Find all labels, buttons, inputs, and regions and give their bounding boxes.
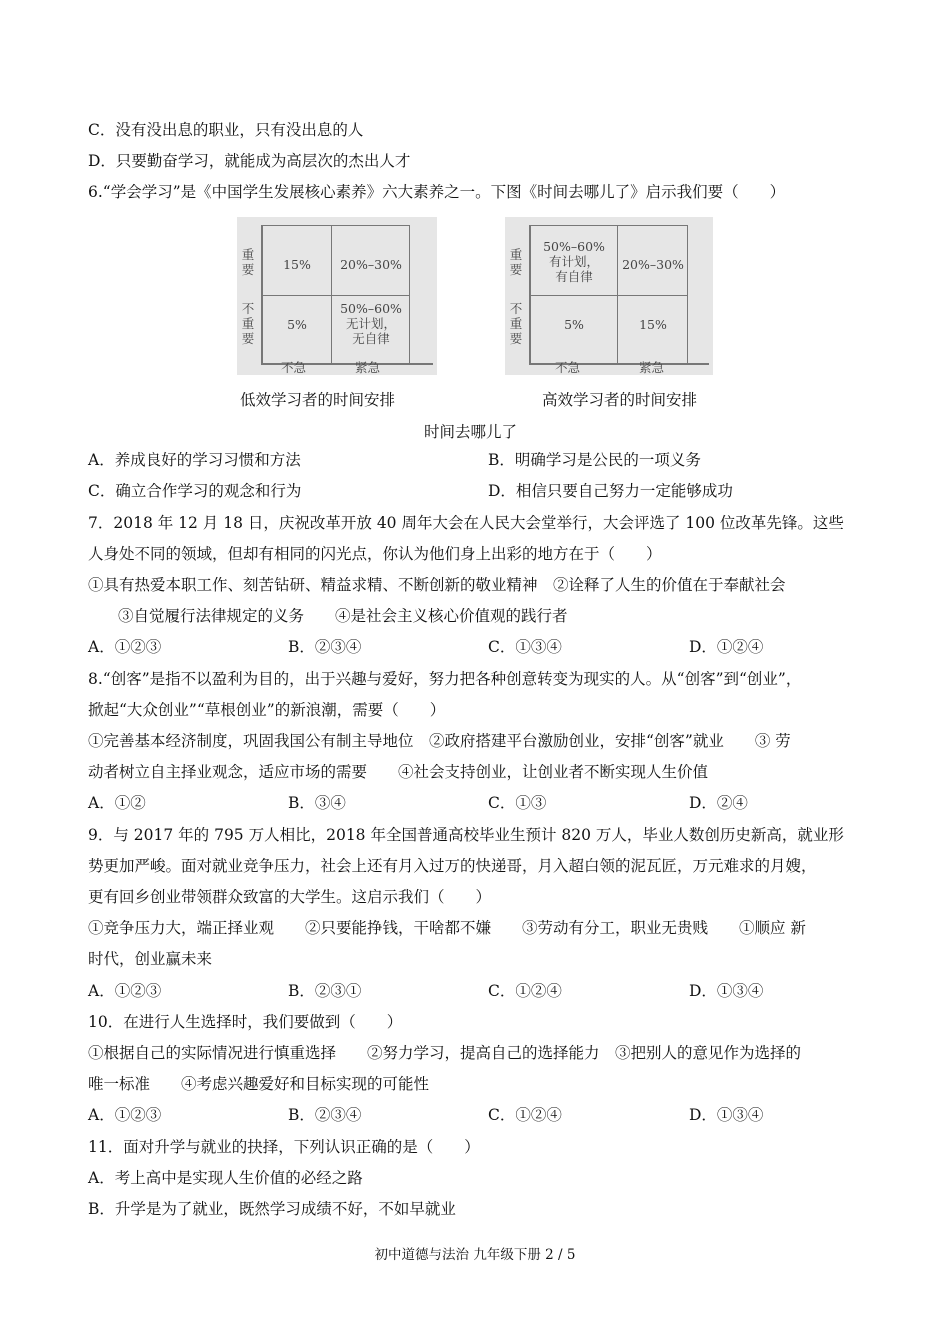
x-axis-label-urgent: 紧急 [639,360,665,375]
caption-low-efficiency: 低效学习者的时间安排 [240,391,396,409]
q9-option-c: C．①②④ [488,982,562,1000]
q6-stem: 6.“学会学习”是《中国学生发展核心素养》六大素养之一。下图《时间去哪儿了》启示我们要（ ） [88,183,786,201]
q8-stem-line2: 掀起“大众创业”“草根创业”的新浪潮，需要（ ） [88,701,446,719]
q10-items-line2: 唯一标准 ④考虑兴趣爱好和目标实现的可能性 [88,1075,430,1093]
q8-option-b: B．③④ [288,794,346,812]
q6-option-a: A．养成良好的学习习惯和方法 [88,451,301,469]
q9-option-b: B．②③① [288,982,362,1000]
figure-high-efficiency [505,217,713,375]
q9-option-d: D．①③④ [689,982,764,1000]
q8-items-line2: 动者树立自主择业观念，适应市场的需要 ④社会支持创业，让创业者不断实现人生价值 [88,763,709,781]
q7-stem-line1: 7．2018 年 12 月 18 日，庆祝改革开放 40 周年大会在人民大会堂举行，大会评选了 100 位改革先锋。这些 [88,514,844,532]
q7-option-d: D．①②④ [689,638,764,656]
cell-unimportant-not-urgent: 5% [564,317,584,332]
cell-unimportant-urgent: 15% [639,317,667,332]
q7-option-a: A．①②③ [88,638,162,656]
y-axis-label-not-important: 不重要 [241,301,255,346]
q10-stem: 10．在进行人生选择时，我们要做到（ ） [88,1013,403,1031]
q10-option-a: A．①②③ [88,1106,162,1124]
q10-option-d: D．①③④ [689,1106,764,1124]
q6-option-b: B．明确学习是公民的一项义务 [488,451,701,469]
q6-option-d: D．相信只要自己努力一定能够成功 [488,482,733,500]
y-axis-label-not-important: 不重要 [509,301,523,346]
q5-option-c: C．没有没出息的职业，只有没出息的人 [88,121,364,139]
page-footer: 初中道德与法治 九年级下册 2 / 5 [374,1247,576,1263]
q9-items-line1: ①竞争压力大，端正择业观 ②只要能挣钱，干啥都不嫌 ③劳动有分工，职业无贵贱 ①顺应 新 [88,919,806,937]
cell-unimportant-not-urgent: 5% [287,317,307,332]
q8-option-c: C．①③ [488,794,547,812]
x-axis-label-not-urgent: 不急 [281,360,307,375]
q11-stem: 11．面对升学与就业的抉择，下列认识正确的是（ ） [88,1138,480,1156]
q11-option-a: A．考上高中是实现人生价值的必经之路 [88,1169,363,1187]
cell-unimportant-urgent: 50%–60% 无计划， 无自律 [340,301,402,346]
q8-option-d: D．②④ [689,794,748,812]
cell-important-urgent: 20%–30% [340,257,402,272]
y-axis-label-important: 重要 [509,247,523,277]
q8-stem-line1: 8.“创客”是指不以盈利为目的，出于兴趣与爱好，努力把各种创意转变为现实的人。从“创客”到“创业”， [88,670,802,688]
q7-stem-line2: 人身处不同的领域，但却有相同的闪光点，你认为他们身上出彩的地方在于（ ） [88,545,662,563]
q5-option-d: D．只要勤奋学习，就能成为高层次的杰出人才 [88,152,411,170]
x-axis-label-not-urgent: 不急 [555,360,581,375]
q7-items-line2: ③自觉履行法律规定的义务 ④是社会主义核心价值观的践行者 [118,607,568,625]
q10-items-line1: ①根据自己的实际情况进行慎重选择 ②努力学习，提高自己的选择能力 ③把别人的意见作为选择的 [88,1044,802,1062]
figure-title: 时间去哪儿了 [424,423,518,441]
cell-important-urgent: 20%–30% [622,257,684,272]
q10-option-b: B．②③④ [288,1106,362,1124]
q11-option-b: B．升学是为了就业，既然学习成绩不好，不如早就业 [88,1200,456,1218]
q8-option-a: A．①② [88,794,146,812]
cell-important-not-urgent: 50%–60% 有计划， 有自律 [543,239,605,284]
figure-low-efficiency [237,217,437,375]
caption-high-efficiency: 高效学习者的时间安排 [542,391,698,409]
y-axis-label-important: 重要 [241,247,255,277]
q9-stem-line3: 更有回乡创业带领群众致富的大学生。这启示我们（ ） [88,888,492,906]
q6-option-c: C．确立合作学习的观念和行为 [88,482,302,500]
q10-option-c: C．①②④ [488,1106,562,1124]
q9-items-line2: 时代，创业赢未来 [88,950,213,968]
q7-items-line1: ①具有热爱本职工作、刻苦钻研、精益求精、不断创新的敬业精神 ②诠释了人生的价值在于奉献社会 [88,576,786,594]
q8-items-line1: ①完善基本经济制度，巩固我国公有制主导地位 ②政府搭建平台激励创业，安排“创客”就业 ③ 劳 [88,732,791,750]
q7-option-b: B．②③④ [288,638,362,656]
q9-option-a: A．①②③ [88,982,162,1000]
q7-option-c: C．①③④ [488,638,562,656]
q9-stem-line2: 势更加严峻。面对就业竞争压力，社会上还有月入过万的快递哥，月入超白领的泥瓦匠，万元难求的月嫂， [88,857,817,875]
q9-stem-line1: 9．与 2017 年的 795 万人相比，2018 年全国普通高校毕业生预计 820 万人，毕业人数创历史新高，就业形 [88,826,844,844]
x-axis-label-urgent: 紧急 [355,360,381,375]
cell-important-not-urgent: 15% [283,257,311,272]
